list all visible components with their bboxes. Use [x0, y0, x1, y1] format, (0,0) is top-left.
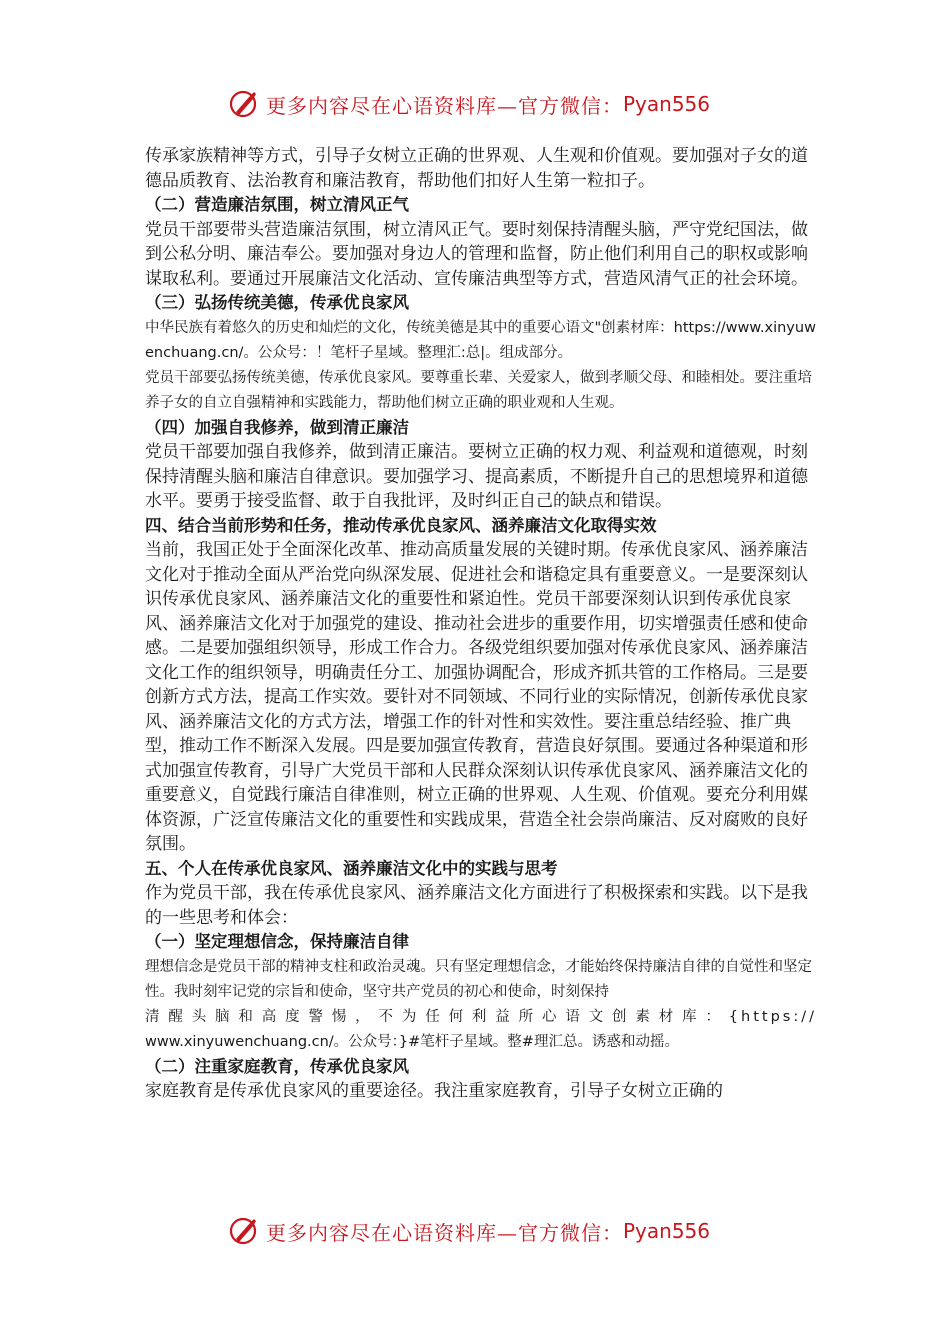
banner-wechat-id: Pyan556 — [623, 92, 711, 116]
paragraph-mixed-justified: 清醒头脑和高度警惕，不为任何利益所心语文创素材库：{https:// — [145, 1008, 817, 1025]
paragraph-mixed: 理想信念是党员干部的精神支柱和政治灵魂。只有坚定理想信念，才能始终保持廉洁自律的自觉性和坚定性。我时刻牢记党的宗旨和使命，坚守共产党员的初心和使命，时刻保持 — [145, 958, 812, 1000]
subsection-heading: （一）坚定理想信念，保持廉洁自律 — [145, 932, 409, 951]
pen-logo-icon — [228, 1215, 260, 1247]
paragraph: 作为党员干部，我在传承优良家风、涵养廉洁文化方面进行了积极探索和实践。以下是我的一些思考和体会： — [145, 883, 808, 928]
banner-wechat-id: Pyan556 — [623, 1219, 711, 1243]
section-heading: 五、个人在传承优良家风、涵养廉洁文化中的实践与思考 — [145, 858, 558, 878]
paragraph-mixed: 中华民族有着悠久的历史和灿烂的文化，传统美德是其中的重要心语文"创素材库：https://www.xinyuwenchuang.cn/。公众号：！笔杆子星域。整理汇:总|。组成部分。 — [145, 319, 816, 361]
header-watermark-banner — [228, 87, 728, 121]
footer-watermark-banner — [228, 1214, 728, 1248]
paragraph: 当前，我国正处于全面深化改革、推动高质量发展的关键时期。传承优良家风、涵养廉洁文化对于推动全面从严治党向纵深发展、促进社会和谐稳定具有重要意义。一是要深刻认识传承优良家风、涵养廉洁文化的重要性和紧迫性。党员干部要深刻认识到传承优良家风、涵养廉洁文化对于加强党的建设、推动社会进步的重要作用，切实增强责任感和使命感。二是要加强组织领导，形成工作合力。各级党组织要加强对传承优良家风、涵养廉洁文化工作的组织领导，明确责任分工、加强协调配合，形成齐抓共管的工作格局。三是要创新方式方法，提高工作实效。要针对不同领域、不同行业的实际情况，创新传承优良家风、涵养廉洁文化的方式方法，增强工作的针对性和实效性。要注重总结经验、推广典型，推动工作不断深入发展。四是要加强宣传教育，营造良好氛围。要通过各种渠道和形式加强宣传教育，引导广大党员干部和人民群众深刻认识传承优良家风、涵养廉洁文化的重要意义，自觉践行廉洁自律准则，树立正确的世界观、人生观、价值观。要充分利用媒体资源，广泛宣传廉洁文化的重要性和实践成果，营造全社会崇尚廉洁、反对腐败的良好氛围。 — [145, 540, 808, 854]
section-heading: 四、结合当前形势和任务，推动传承优良家风、涵养廉洁文化取得实效 — [145, 515, 657, 535]
subsection-heading: （二）注重家庭教育，传承优良家风 — [145, 1056, 409, 1076]
subsection-heading: （四）加强自我修养，做到清正廉洁 — [145, 417, 409, 437]
paragraph: 传承家族精神等方式，引导子女树立正确的世界观、人生观和价值观。要加强对子女的道德品质教育、法治教育和廉洁教育，帮助他们扣好人生第一粒扣子。 — [145, 146, 808, 191]
paragraph: 家庭教育是传承优良家风的重要途径。我注重家庭教育，引导子女树立正确的 — [145, 1081, 723, 1101]
paragraph: 党员干部要带头营造廉洁氛围，树立清风正气。要时刻保持清醒头脑，严守党纪国法，做到公私分明、廉洁奉公。要加强对身边人的管理和监督，防止他们利用自己的职权或影响谋取私利。要通过开展廉洁文化活动、宣传廉洁典型等方式，营造风清气正的社会环境。 — [145, 219, 808, 289]
paragraph-mixed: 党员干部要弘扬传统美德，传承优良家风。要尊重长辈、关爱家人，做到孝顺父母、和睦相处。要注重培养子女的自立自强精神和实践能力，帮助他们树立正确的职业观和人生观。 — [145, 369, 812, 411]
document-body — [145, 144, 817, 1104]
banner-text: 更多内容尽在心语资料库—官方微信： — [266, 1220, 623, 1245]
paragraph-mixed: www.xinyuwenchuang.cn/。公众号：}#笔杆子星域。整#理汇总。诱惑和动摇。 — [145, 1033, 679, 1050]
subsection-heading: （三）弘扬传统美德，传承优良家风 — [145, 293, 409, 312]
subsection-heading: （二）营造廉洁氛围，树立清风正气 — [145, 195, 409, 214]
paragraph: 党员干部要加强自我修养，做到清正廉洁。要树立正确的权力观、利益观和道德观，时刻保持清醒头脑和廉洁自律意识。要加强学习、提高素质，不断提升自己的思想境界和道德水平。要勇于接受监督、敢于自我批评，及时纠正自己的缺点和错误。 — [145, 442, 808, 511]
pen-logo-icon — [228, 88, 260, 120]
banner-text: 更多内容尽在心语资料库—官方微信： — [266, 93, 623, 118]
